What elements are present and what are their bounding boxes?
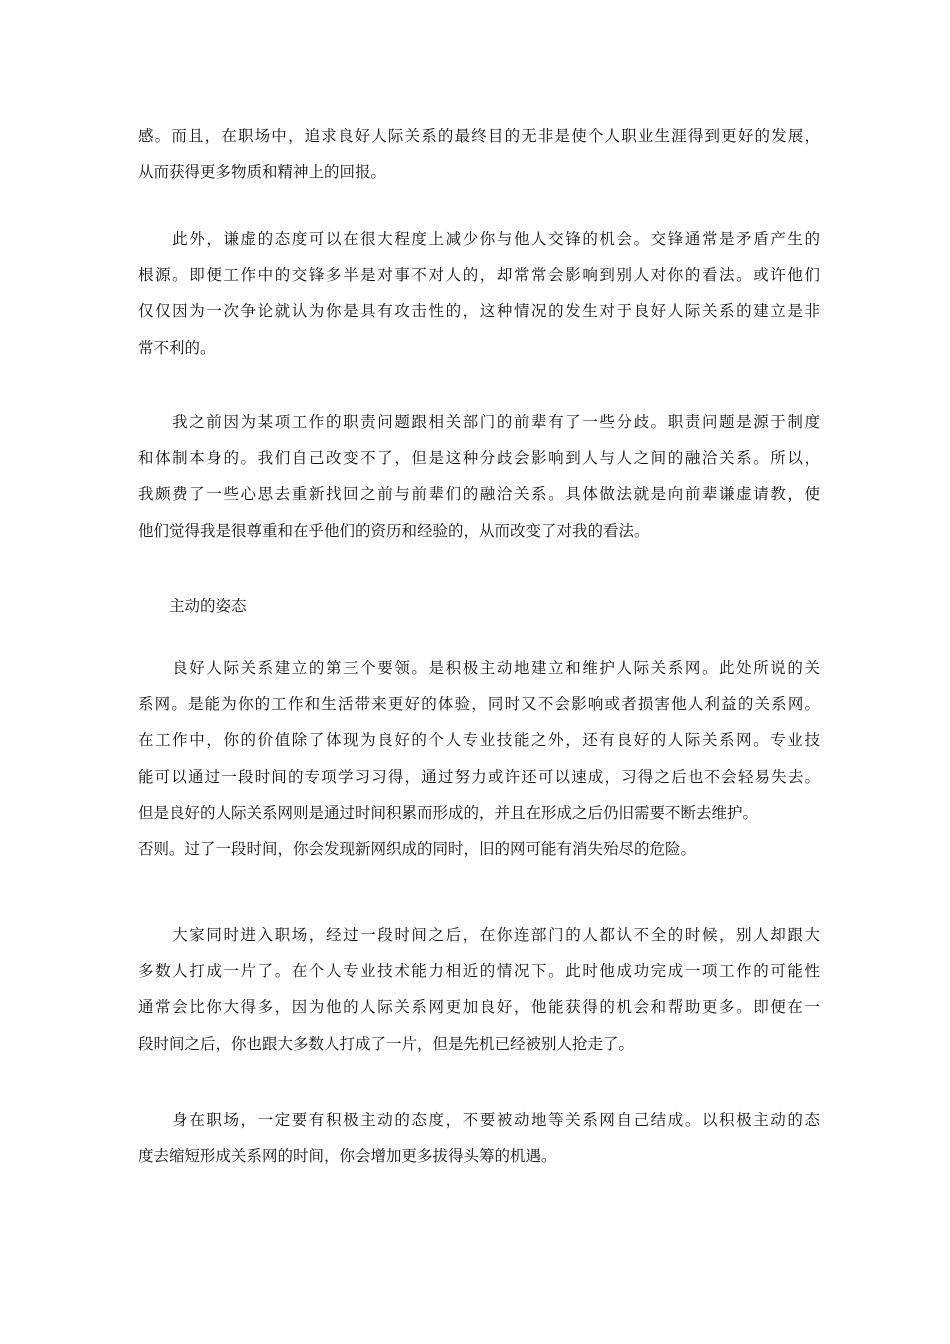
text-line: 身在职场，一定要有积极主动的态度，不要被动地等关系网自己结成。以积极主动的态 [138,1111,820,1129]
text-line: 在工作中，你的价值除了体现为良好的个人专业技能之外，还有良好的人际关系网。专业技 [138,731,820,750]
text-line: 系网。是能为你的工作和生活带来更好的体验，同时又不会影响或者损害他人利益的关系网。 [138,695,820,714]
text-line: 和体制本身的。我们自己改变不了，但是这种分歧会影响到人与人之间的融洽关系。所以， [138,449,820,468]
text-line: 此外，谦虚的态度可以在很大程度上减少你与他人交锋的机会。交锋通常是矛盾产生的 [138,230,820,248]
section-heading [138,588,820,624]
text-line: 否则。过了一段时间，你会发现新网织成的同时，旧的网可能有消失殆尽的危险。 [138,839,697,858]
text-line: 仅仅因为一次争论就认为你是具有攻击性的，这种情况的发生对于良好人际关系的建立是非 [138,302,820,321]
text-line: 感。而且，在职场中，追求良好人际关系的最终目的无非是使个人职业生涯得到更好的发展， [138,127,820,145]
paragraph [138,118,820,190]
text-line: 从而获得更多物质和精神上的回报。 [138,163,387,182]
text-line: 我之前因为某项工作的职责问题跟相关部门的前辈有了一些分歧。职责问题是源于制度 [138,413,820,431]
paragraph [138,917,820,1062]
paragraph [138,1102,820,1174]
text-line: 常不利的。 [138,338,216,357]
text-line: 大家同时进入职场，经过一段时间之后，在你连部门的人都认不全的时候，别人却跟大 [138,926,820,944]
text-line: 通常会比你大得多，因为他的人际关系网更加良好，他能获得的机会和帮助更多。即便在一 [138,998,820,1017]
text-line: 能可以通过一段时间的专项学习习得，通过努力或许还可以速成，习得之后也不会轻易失去。 [138,767,820,786]
text-line: 根源。即便工作中的交锋多半是对事不对人的，却常常会影响到别人对你的看法。或许他们 [138,266,820,285]
text-line: 我颇费了一些心思去重新找回之前与前辈们的融洽关系。具体做法就是向前辈谦虚请教，使 [138,485,820,504]
text-line: 多数人打成一片了。在个人专业技术能力相近的情况下。此时他成功完成一项工作的可能性 [138,962,820,981]
section-heading-text: 主动的姿态 [138,597,247,615]
paragraph [138,404,820,549]
text-line: 他们觉得我是很尊重和在乎他们的资历和经验的，从而改变了对我的看法。 [138,521,650,540]
paragraph [138,650,820,867]
paragraph [138,221,820,366]
text-line: 段时间之后，你也跟大多数人打成了一片，但是先机已经被别人抢走了。 [138,1034,635,1053]
text-line: 度去缩短形成关系网的时间，你会增加更多拔得头筹的机遇。 [138,1147,557,1166]
text-line: 良好人际关系建立的第三个要领。是积极主动地建立和维护人际关系网。此处所说的关 [138,659,820,677]
text-line: 但是良好的人际关系网则是通过时间积累而形成的，并且在形成之后仍旧需要不断去维护。 [138,803,759,822]
